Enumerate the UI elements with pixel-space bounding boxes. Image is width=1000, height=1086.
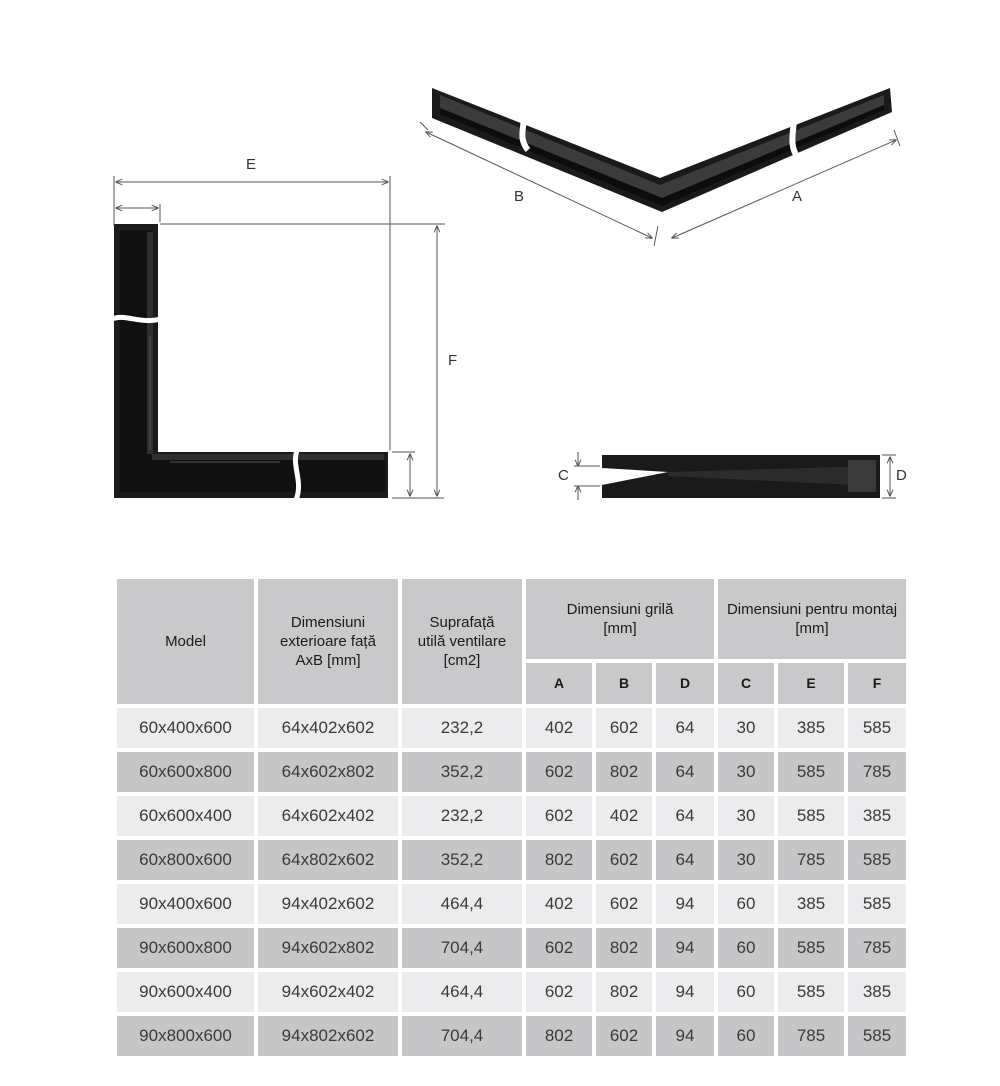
cell-e: 585: [778, 752, 844, 792]
cell-surface: 352,2: [402, 752, 522, 792]
header-outer-dims: Dimensiuni exterioare față AxB [mm]: [258, 579, 398, 704]
label-d: D: [896, 467, 907, 484]
cell-e: 585: [778, 972, 844, 1012]
cell-f: 585: [848, 708, 906, 748]
cell-b: 602: [596, 1016, 652, 1056]
perspective-grill: [432, 88, 892, 212]
cell-f: 785: [848, 928, 906, 968]
cell-e: 585: [778, 796, 844, 836]
cell-d: 94: [656, 1016, 714, 1056]
cell-c: 30: [718, 708, 774, 748]
cell-outer: 94x402x602: [258, 884, 398, 924]
subheader-f: F: [848, 663, 906, 704]
cell-b: 602: [596, 884, 652, 924]
subheader-a: A: [526, 663, 592, 704]
cell-b: 602: [596, 840, 652, 880]
cell-outer: 94x802x602: [258, 1016, 398, 1056]
cell-surface: 464,4: [402, 972, 522, 1012]
subheader-e: E: [778, 663, 844, 704]
cell-outer: 94x602x802: [258, 928, 398, 968]
cell-model: 90x600x800: [117, 928, 254, 968]
cell-a: 802: [526, 1016, 592, 1056]
cell-f: 585: [848, 1016, 906, 1056]
cell-surface: 464,4: [402, 884, 522, 924]
cell-b: 802: [596, 752, 652, 792]
cell-a: 402: [526, 884, 592, 924]
cell-model: 90x600x400: [117, 972, 254, 1012]
cell-d: 64: [656, 796, 714, 836]
cell-surface: 232,2: [402, 796, 522, 836]
dimension-e: [114, 176, 445, 450]
cell-a: 602: [526, 928, 592, 968]
cell-outer: 64x402x602: [258, 708, 398, 748]
cell-model: 60x600x400: [117, 796, 254, 836]
label-c: C: [558, 467, 569, 484]
cell-f: 785: [848, 752, 906, 792]
cell-b: 802: [596, 928, 652, 968]
cell-outer: 94x602x402: [258, 972, 398, 1012]
cell-d: 64: [656, 708, 714, 748]
cell-outer: 64x802x602: [258, 840, 398, 880]
table-row: [117, 752, 906, 792]
side-profile: [602, 455, 880, 498]
cell-surface: 704,4: [402, 928, 522, 968]
table-row: [117, 796, 906, 836]
cell-a: 802: [526, 840, 592, 880]
cell-b: 802: [596, 972, 652, 1012]
table-row: [117, 1016, 906, 1056]
cell-c: 60: [718, 928, 774, 968]
header-model: Model: [117, 579, 254, 704]
dimension-f: [392, 226, 444, 498]
subheader-d: D: [656, 663, 714, 704]
cell-e: 785: [778, 1016, 844, 1056]
cell-c: 30: [718, 752, 774, 792]
header-grill-dims: Dimensiuni grilă [mm]: [526, 579, 714, 659]
subheader-c: C: [718, 663, 774, 704]
cell-outer: 64x602x402: [258, 796, 398, 836]
cell-e: 385: [778, 708, 844, 748]
table-row: [117, 972, 906, 1012]
cell-d: 94: [656, 972, 714, 1012]
cell-a: 602: [526, 752, 592, 792]
cell-outer: 64x602x802: [258, 752, 398, 792]
label-f: F: [448, 352, 458, 369]
cell-model: 90x800x600: [117, 1016, 254, 1056]
cell-c: 30: [718, 840, 774, 880]
cell-model: 60x800x600: [117, 840, 254, 880]
table-row: [117, 884, 906, 924]
cell-f: 585: [848, 884, 906, 924]
cell-e: 585: [778, 928, 844, 968]
cell-surface: 232,2: [402, 708, 522, 748]
label-e: E: [246, 156, 257, 173]
cell-e: 385: [778, 884, 844, 924]
header-surface: Suprafață utilă ventilare [cm2]: [402, 579, 522, 704]
table-row: [117, 708, 906, 748]
front-view-grill: [110, 224, 388, 500]
cell-model: 60x400x600: [117, 708, 254, 748]
table-row: [117, 840, 906, 880]
cell-b: 402: [596, 796, 652, 836]
cell-a: 602: [526, 972, 592, 1012]
cell-surface: 352,2: [402, 840, 522, 880]
subheader-b: B: [596, 663, 652, 704]
header-mount-dims: Dimensiuni pentru montaj [mm]: [718, 579, 906, 659]
cell-c: 60: [718, 972, 774, 1012]
cell-model: 60x600x800: [117, 752, 254, 792]
cell-f: 385: [848, 972, 906, 1012]
cell-f: 585: [848, 840, 906, 880]
cell-model: 90x400x600: [117, 884, 254, 924]
cell-a: 602: [526, 796, 592, 836]
table-row: [117, 928, 906, 968]
cell-c: 30: [718, 796, 774, 836]
label-a: A: [792, 188, 803, 205]
cell-c: 60: [718, 1016, 774, 1056]
label-b: B: [514, 188, 525, 205]
cell-c: 60: [718, 884, 774, 924]
cell-d: 94: [656, 884, 714, 924]
cell-d: 94: [656, 928, 714, 968]
specification-table: [113, 575, 910, 1060]
cell-b: 602: [596, 708, 652, 748]
cell-d: 64: [656, 840, 714, 880]
cell-d: 64: [656, 752, 714, 792]
cell-f: 385: [848, 796, 906, 836]
cell-e: 785: [778, 840, 844, 880]
cell-a: 402: [526, 708, 592, 748]
cell-surface: 704,4: [402, 1016, 522, 1056]
